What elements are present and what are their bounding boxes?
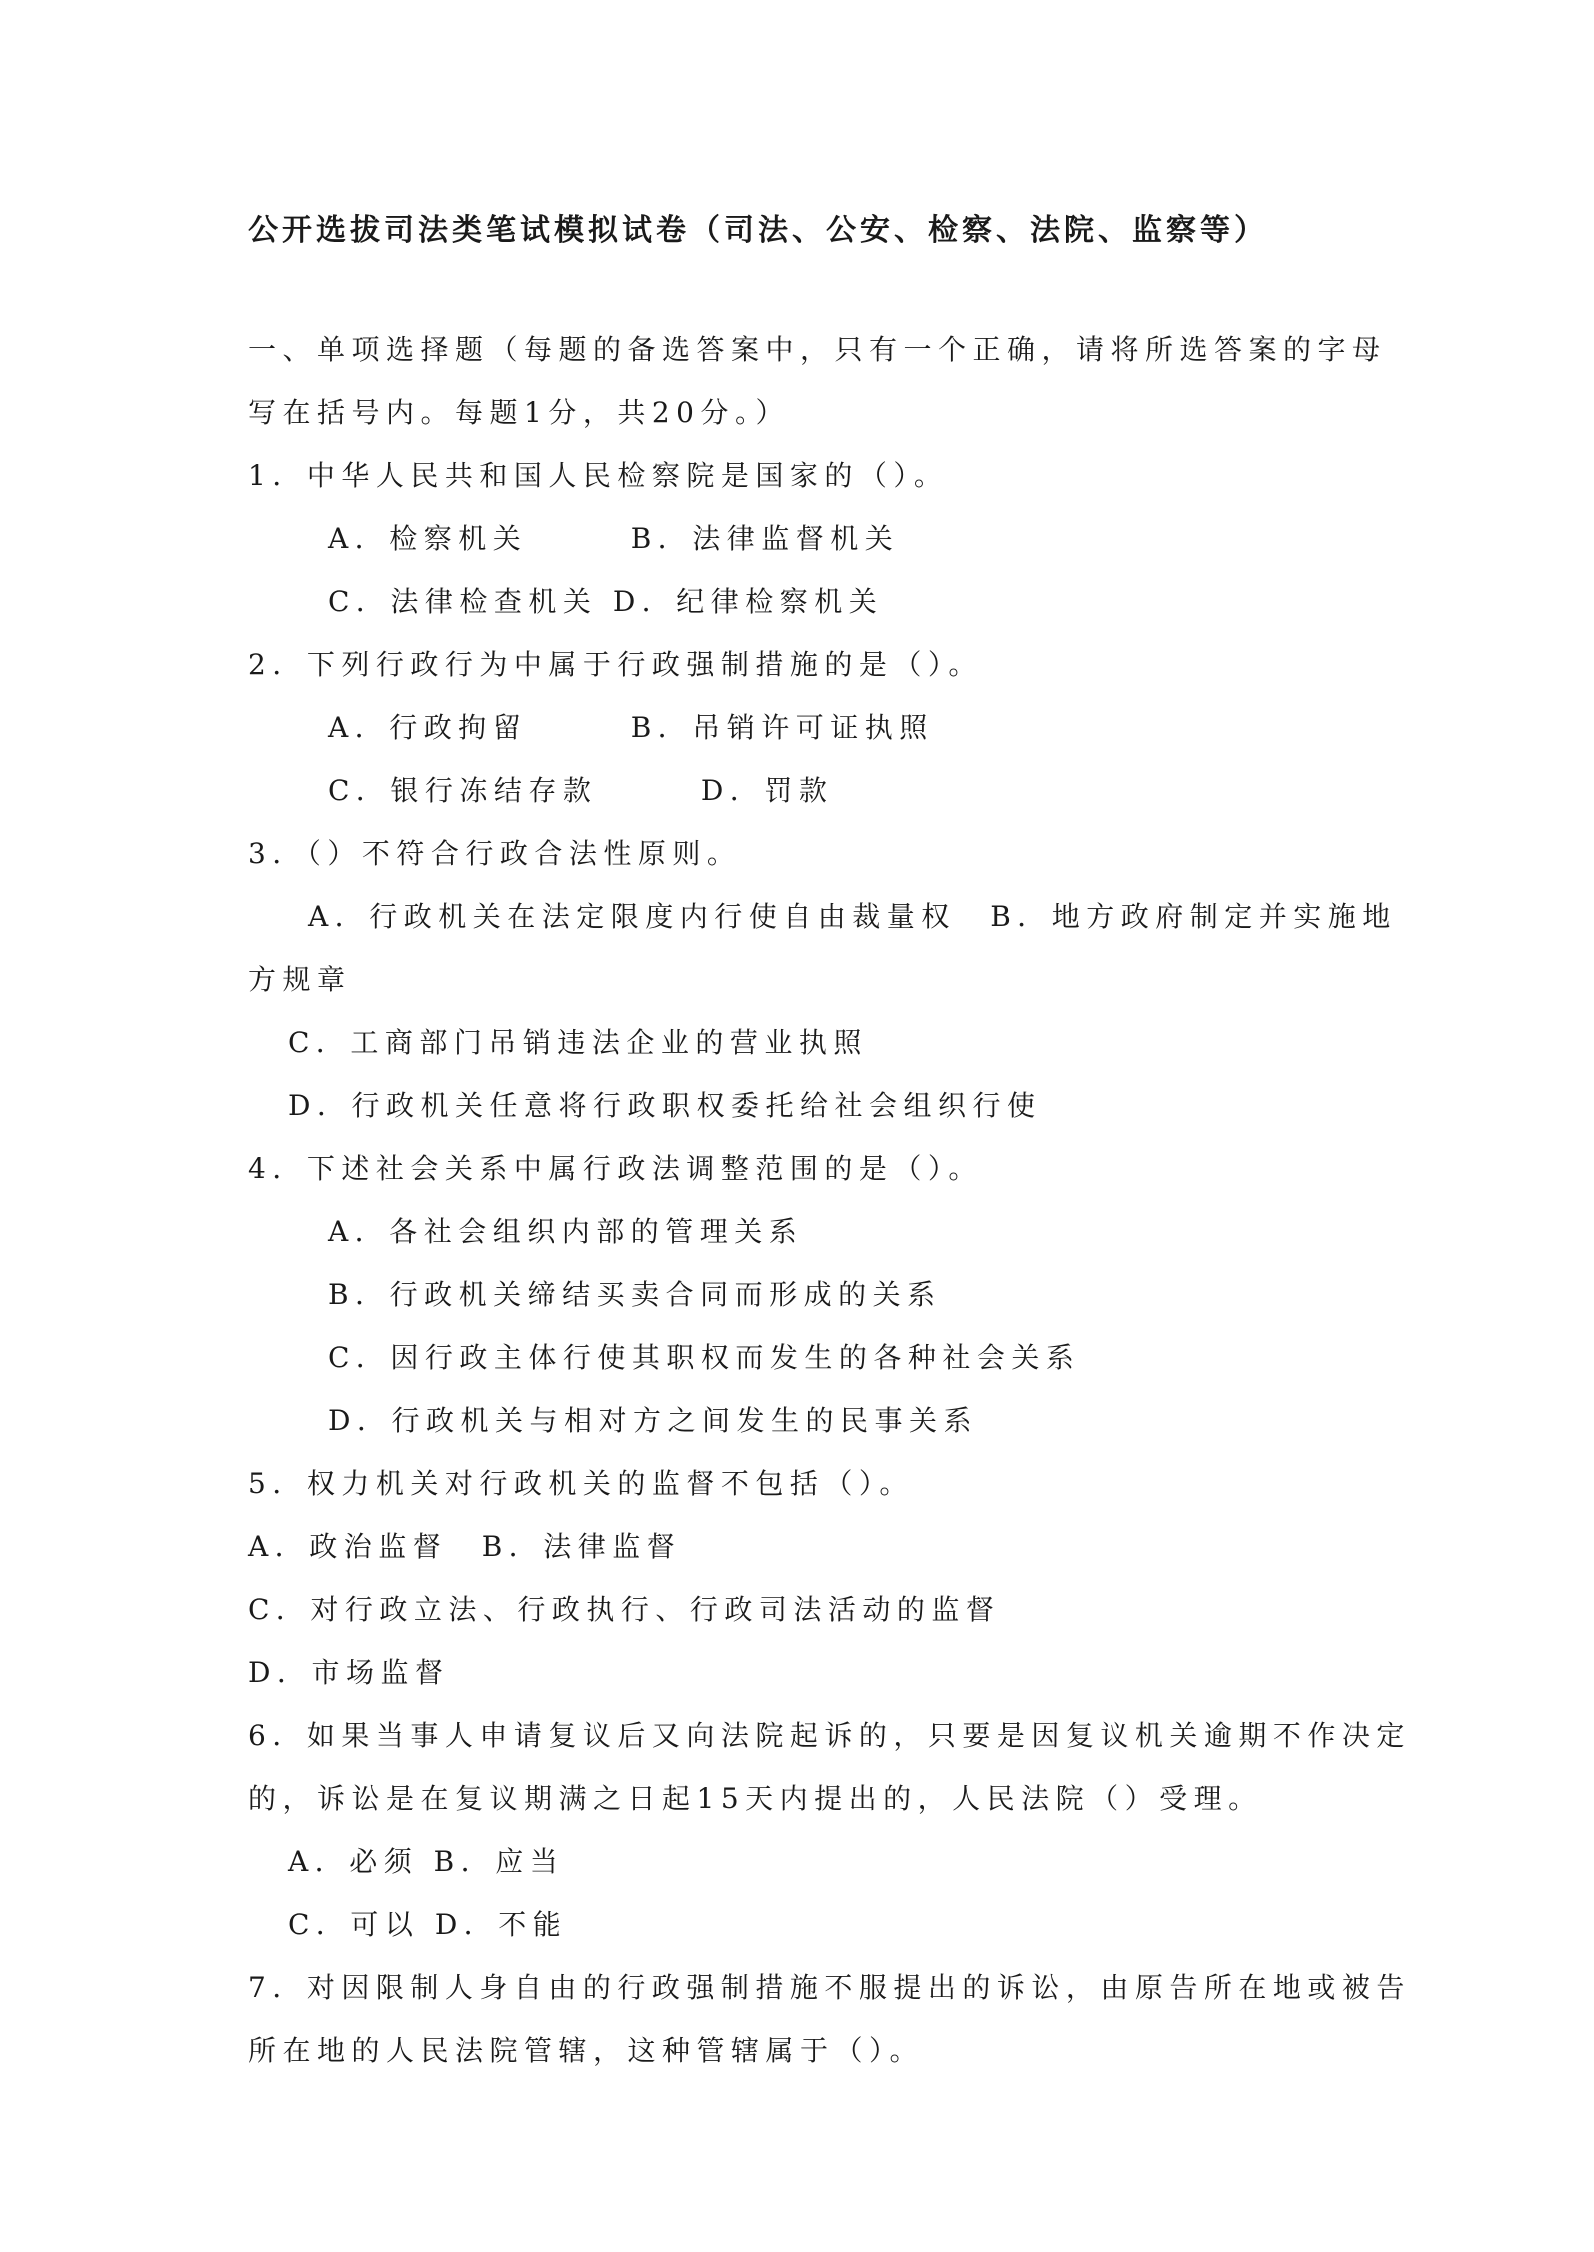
- question-4-option-b: B．行政机关缔结买卖合同而形成的关系: [328, 1278, 942, 1311]
- question-6-options-ab: A．必须 B．应当: [288, 1845, 565, 1878]
- question-1-options-cd: C．法律检查机关 D．纪律检察机关: [328, 585, 884, 618]
- question-4-option-a: A．各社会组织内部的管理关系: [328, 1215, 804, 1248]
- question-4-option-c: C．因行政主体行使其职权而发生的各种社会关系: [328, 1341, 1081, 1374]
- question-3-option-d: D．行政机关任意将行政职权委托给社会组织行使: [288, 1089, 1042, 1122]
- question-3-options-ab-line-2: 方规章: [248, 963, 352, 996]
- section-heading-line-2: 写在括号内。每题1分，共20分。）: [248, 396, 790, 429]
- question-7-stem-line-1: 7．对因限制人身自由的行政强制措施不服提出的诉讼，由原告所在地或被告: [248, 1971, 1411, 2004]
- question-3-option-c: C．工商部门吊销违法企业的营业执照: [288, 1026, 868, 1059]
- question-5-option-d: D．市场监督: [248, 1656, 450, 1689]
- question-2-options-cd: C．银行冻结存款 D．罚款: [328, 774, 834, 807]
- question-4-option-d: D．行政机关与相对方之间发生的民事关系: [328, 1404, 978, 1437]
- question-6-options-cd: C．可以 D．不能: [288, 1908, 568, 1941]
- question-1-options-ab: A．检察机关 B．法律监督机关: [328, 522, 900, 555]
- question-5-option-c: C．对行政立法、行政执行、行政司法活动的监督: [248, 1593, 1001, 1626]
- question-1-stem: 1．中华人民共和国人民检察院是国家的（）。: [248, 459, 949, 492]
- question-4-stem: 4．下述社会关系中属行政法调整范围的是（）。: [248, 1152, 983, 1185]
- question-6-stem-line-2: 的，诉讼是在复议期满之日起15天内提出的，人民法院（）受理。: [248, 1782, 1263, 1815]
- question-7-stem-line-2: 所在地的人民法院管辖，这种管辖属于（）。: [248, 2034, 925, 2067]
- question-3-options-ab-line-1: A．行政机关在法定限度内行使自由裁量权 B．地方政府制定并实施地: [308, 900, 1397, 933]
- exam-title: 公开选拔司法类笔试模拟试卷（司法、公安、检察、法院、监察等）: [248, 213, 1268, 248]
- question-2-options-ab: A．行政拘留 B．吊销许可证执照: [328, 711, 934, 744]
- section-heading-line-1: 一、单项选择题（每题的备选答案中，只有一个正确，请将所选答案的字母: [248, 333, 1387, 366]
- question-6-stem-line-1: 6．如果当事人申请复议后又向法院起诉的，只要是因复议机关逾期不作决定: [248, 1719, 1411, 1752]
- question-5-options-ab: A．政治监督 B．法律监督: [248, 1530, 682, 1563]
- question-3-stem: 3．（）不符合行政合法性原则。: [248, 837, 742, 870]
- question-2-stem: 2．下列行政行为中属于行政强制措施的是（）。: [248, 648, 983, 681]
- question-5-stem: 5．权力机关对行政机关的监督不包括（）。: [248, 1467, 914, 1500]
